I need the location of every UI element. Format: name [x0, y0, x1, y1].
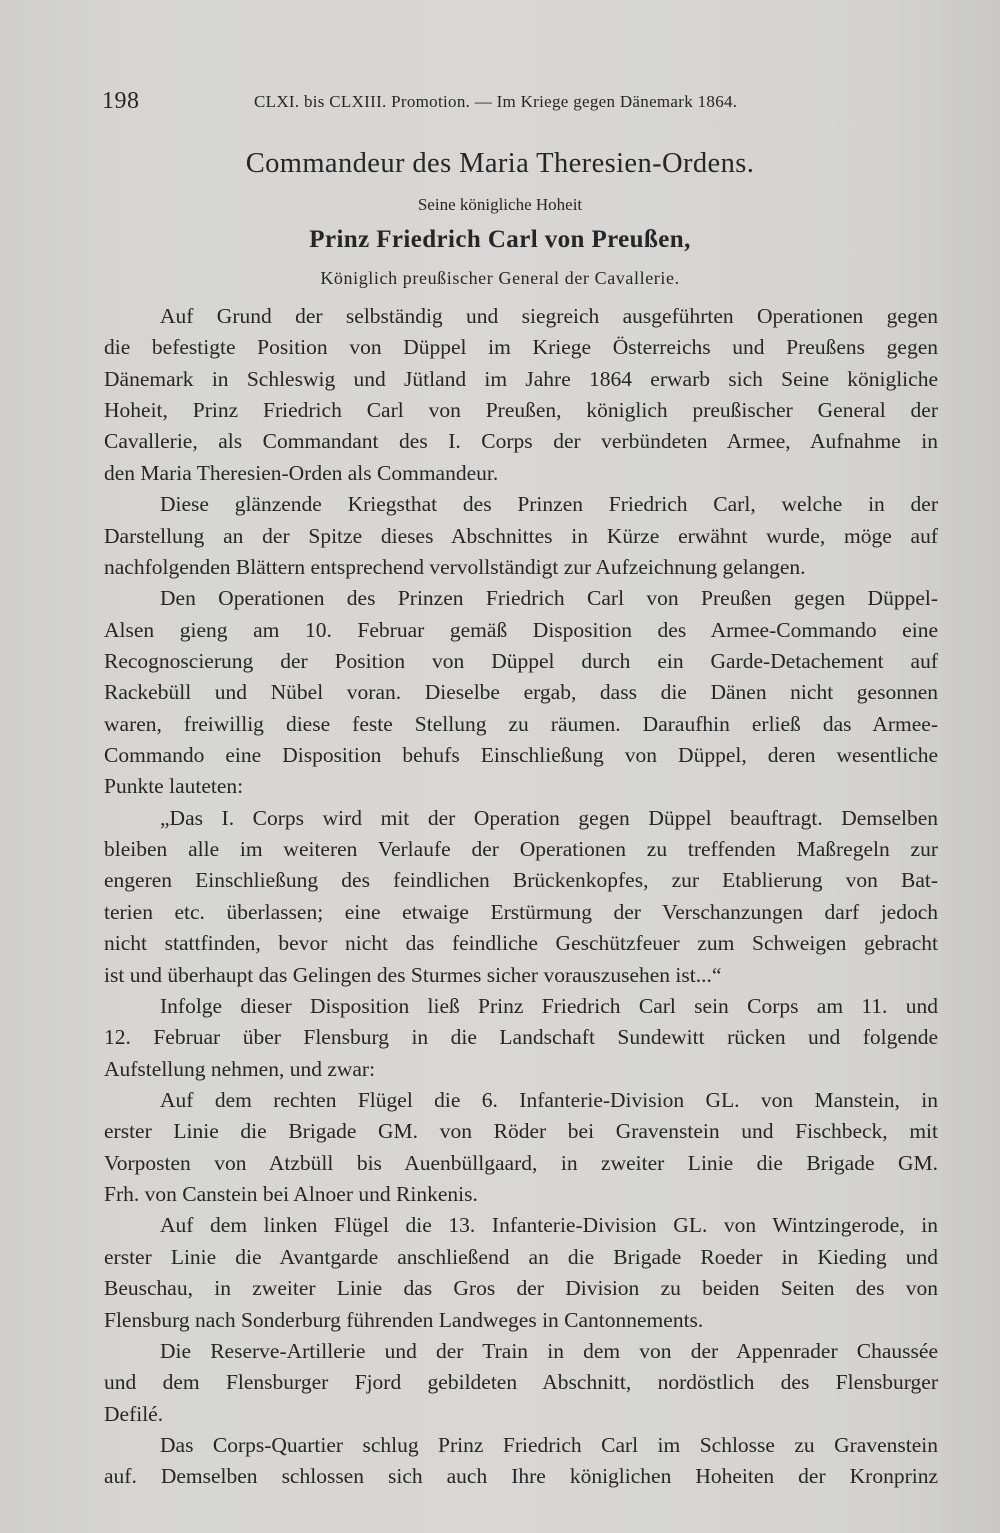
text-line: ist und überhaupt das Gelingen des Sturmes sicher vorauszusehen ist...“	[104, 962, 722, 987]
text-line: Infolge dieser Disposition ließ Prinz Friedrich Carl sein Corps am 11. und	[160, 993, 938, 1018]
text-line: Recognoscierung der Position von Düppel durch ein Garde-Detachement auf	[104, 648, 938, 673]
honorific-line: Seine königliche Hoheit	[417, 195, 583, 214]
text-line: terien etc. überlassen; eine etwaige Erstürmung der Verschanzungen darf jedoch	[104, 899, 938, 924]
text-line: Vorposten von Atzbüll bis Auenbüllgaard, in zweiter Linie die Brigade GM.	[104, 1150, 938, 1175]
text-line: Dänemark in Schleswig und Jütland im Jahre 1864 erwarb sich Seine königliche	[104, 366, 938, 391]
text-line: bleiben alle im weiteren Verlaufe der Operationen zu treffenden Maßregeln zur	[104, 837, 938, 862]
text-line: Hoheit, Prinz Friedrich Carl von Preußen, königlich preußischer General der	[104, 398, 938, 423]
text-line: 12. Februar über Flensburg in die Landschaft Sundewitt rücken und folgende	[104, 1025, 938, 1050]
text-line: waren, freiwillig diese feste Stellung zu räumen. Daraufhin erließ das Armee-	[104, 711, 938, 736]
text-line: nachfolgenden Blättern entsprechend vervollständigt zur Aufzeichnung gelangen.	[104, 554, 806, 579]
running-head: CLXI. bis CLXIII. Promotion. — Im Kriege gegen Dänemark 1864.	[254, 92, 738, 111]
text-line: die befestigte Position von Düppel im Kriege Österreichs und Preußens gegen	[104, 335, 938, 360]
text-line: Diese glänzende Kriegsthat des Prinzen Friedrich Carl, welche in der	[160, 492, 938, 517]
text-line: Die Reserve-Artillerie und der Train in dem von der Appenrader Chaussée	[160, 1338, 938, 1363]
text-line: Commando eine Disposition behufs Einschließung von Düppel, deren wesentliche	[104, 743, 938, 768]
text-line: nicht stattfinden, bevor nicht das feindliche Geschützfeuer zum Schweigen gebracht	[104, 931, 938, 956]
text-line: Defilé.	[104, 1401, 164, 1426]
body-text	[104, 301, 938, 1493]
text-line: Frh. von Canstein bei Alnoer und Rinkenis.	[104, 1182, 478, 1207]
person-name: Prinz Friedrich Carl von Preußen,	[309, 226, 691, 253]
text-line: erster Linie die Avantgarde anschließend an die Brigade Roeder in Kieding und	[104, 1244, 938, 1269]
text-line: engeren Einschließung des feindlichen Brückenkopfes, zur Etablierung von Bat-	[104, 868, 938, 893]
text-line: Beuschau, in zweiter Linie das Gros der Division zu beiden Seiten des von	[104, 1276, 938, 1301]
text-line: Cavallerie, als Commandant des I. Corps der verbündeten Armee, Aufnahme in	[104, 429, 938, 454]
text-line: Darstellung an der Spitze dieses Abschnittes in Kürze erwähnt wurde, möge auf	[104, 523, 938, 548]
text-line: Flensburg nach Sonderburg führenden Landweges in Cantonnements.	[104, 1307, 704, 1332]
page-number: 198	[102, 88, 140, 114]
text-line: „Das I. Corps wird mit der Operation gegen Düppel beauftragt. Demselben	[160, 805, 938, 830]
text-line: Das Corps-Quartier schlug Prinz Friedrich Carl im Schlosse zu Gravenstein	[160, 1432, 938, 1457]
text-line: Rackebüll und Nübel voran. Dieselbe ergab, dass die Dänen nicht gesonnen	[104, 680, 938, 705]
text-line: Den Operationen des Prinzen Friedrich Carl von Preußen gegen Düppel-	[160, 586, 938, 611]
text-line: Punkte lauteten:	[104, 774, 244, 799]
text-line: erster Linie die Brigade GM. von Röder bei Gravenstein und Fischbeck, mit	[104, 1119, 938, 1144]
text-line: den Maria Theresien-Orden als Commandeur.	[104, 460, 499, 485]
text-line: Alsen gieng am 10. Februar gemäß Disposition des Armee-Commando eine	[104, 617, 938, 642]
text-line: Auf dem rechten Flügel die 6. Infanterie-Division GL. von Manstein, in	[160, 1087, 938, 1112]
text-line: Auf dem linken Flügel die 13. Infanterie-Division GL. von Wintzingerode, in	[160, 1213, 938, 1238]
text-line: und dem Flensburger Fjord gebildeten Abschnitt, nordöstlich des Flensburger	[104, 1370, 938, 1395]
text-line: auf. Demselben schlossen sich auch Ihre königlichen Hoheiten der Kronprinz	[104, 1464, 938, 1489]
section-title: Commandeur des Maria Theresien-Ordens.	[245, 148, 755, 179]
text-line: Auf Grund der selbständig und siegreich ausgeführten Operationen gegen	[160, 304, 938, 328]
text-line: Aufstellung nehmen, und zwar:	[104, 1056, 376, 1081]
page-header	[102, 88, 938, 118]
person-rank: Königlich preußischer General der Cavallerie.	[320, 268, 680, 288]
